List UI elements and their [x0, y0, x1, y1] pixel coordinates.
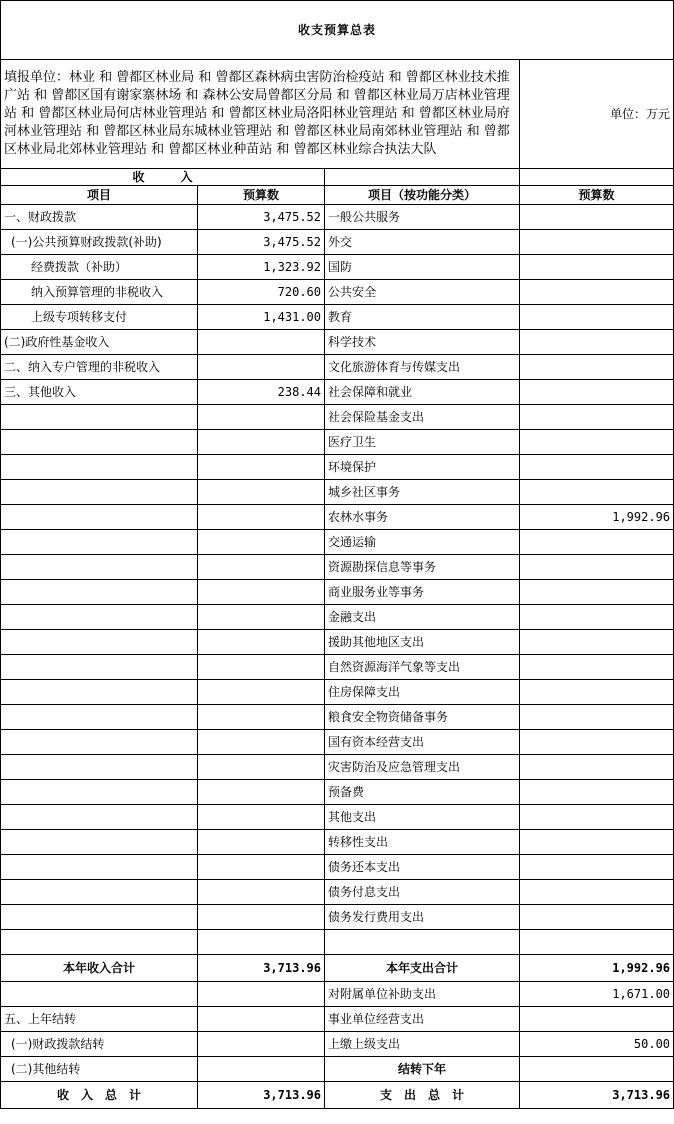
expense-budget-cell	[520, 605, 674, 630]
expense-item-cell: 自然资源海洋气象等支出	[325, 655, 520, 680]
income-budget-cell	[198, 930, 325, 955]
income-budget-cell	[198, 755, 325, 780]
table-row	[1, 780, 674, 805]
expense-item-cell	[325, 930, 520, 955]
income-budget-cell	[198, 1032, 325, 1057]
year-expense-total-label: 本年支出合计	[325, 955, 520, 982]
year-total-row	[1, 955, 674, 982]
table-row	[1, 755, 674, 780]
income-budget-cell	[198, 880, 325, 905]
table-row	[1, 880, 674, 905]
expense-item-cell: 事业单位经营支出	[325, 1007, 520, 1032]
expense-budget-cell	[520, 405, 674, 430]
income-budget-cell	[198, 405, 325, 430]
income-budget-cell: 3,475.52	[198, 230, 325, 255]
expense-budget-cell: 1,992.96	[520, 505, 674, 530]
income-budget-cell	[198, 355, 325, 380]
income-item-cell	[1, 680, 198, 705]
income-item-cell	[1, 855, 198, 880]
income-section-header: 收 入	[1, 169, 325, 186]
income-item-cell	[1, 830, 198, 855]
income-budget-cell	[198, 655, 325, 680]
filler-unit-text: 填报单位：林业 和 曾都区林业局 和 曾都区森林病虫害防治检疫站 和 曾都区林业技术推广站 和 曾都区国有谢家寨林场 和 森林公安局曾都区分局 和 曾都区林业局万店林业管理站 和 曾都区林业局何店林业管理站 和 曾都区林业局洛阳林业管理站 和 曾都区林业局府河林业管理站 和 曾都区林业局东城林业管理站 和 曾都区林业局南郊林业管理站 和 曾都区林业局北郊林业管理站 和 曾都区林业种苗站 和 曾都区林业综合执法大队	[4, 70, 510, 157]
expense-item-cell: 农林水事务	[325, 505, 520, 530]
table-row	[1, 605, 674, 630]
expense-item-cell: 文化旅游体育与传媒支出	[325, 355, 520, 380]
income-item-cell	[1, 930, 198, 955]
table-row	[1, 830, 674, 855]
col-header-income-budget: 预算数	[198, 186, 325, 205]
grand-expense-total-value: 3,713.96	[520, 1082, 674, 1109]
expense-budget-cell	[520, 580, 674, 605]
expense-item-cell: 外交	[325, 230, 520, 255]
expense-budget-cell	[520, 230, 674, 255]
income-item-cell: 一、财政拨款	[1, 205, 198, 230]
expense-budget-cell	[520, 455, 674, 480]
grand-income-total-value: 3,713.96	[198, 1082, 325, 1109]
income-item-cell: 上级专项转移支付	[1, 305, 198, 330]
table-row	[1, 705, 674, 730]
income-budget-cell	[198, 705, 325, 730]
expense-budget-cell	[520, 305, 674, 330]
income-item-cell	[1, 455, 198, 480]
income-item-cell	[1, 480, 198, 505]
grand-income-total-label: 收 入 总 计	[1, 1082, 198, 1109]
income-budget-cell: 3,475.52	[198, 205, 325, 230]
income-budget-cell: 238.44	[198, 380, 325, 405]
expense-item-cell: 教育	[325, 305, 520, 330]
expense-budget-cell	[520, 1007, 674, 1032]
table-row	[1, 330, 674, 355]
expense-item-cell: 债务发行费用支出	[325, 905, 520, 930]
expense-budget-cell	[520, 855, 674, 880]
grand-expense-total-label: 支 出 总 计	[325, 1082, 520, 1109]
expense-budget-cell	[520, 905, 674, 930]
table-row	[1, 280, 674, 305]
income-budget-cell: 1,431.00	[198, 305, 325, 330]
expense-budget-cell	[520, 705, 674, 730]
income-budget-cell	[198, 555, 325, 580]
income-item-cell	[1, 505, 198, 530]
expense-budget-cell	[520, 930, 674, 955]
income-budget-cell	[198, 505, 325, 530]
income-item-cell: 纳入预算管理的非税收入	[1, 280, 198, 305]
income-item-cell	[1, 430, 198, 455]
table-row	[1, 505, 674, 530]
income-item-cell: (二)政府性基金收入	[1, 330, 198, 355]
expense-item-cell: 预备费	[325, 780, 520, 805]
table-row	[1, 355, 674, 380]
table-row	[1, 805, 674, 830]
expense-item-cell: 科学技术	[325, 330, 520, 355]
income-item-cell: 三、其他收入	[1, 380, 198, 405]
table-row	[1, 630, 674, 655]
table-row	[1, 1007, 674, 1032]
table-row	[1, 930, 674, 955]
col-header-expense-item: 项目（按功能分类）	[325, 186, 520, 205]
expense-budget-cell	[520, 630, 674, 655]
income-item-cell: (一)公共预算财政拨款(补助)	[1, 230, 198, 255]
income-item-cell: 二、纳入专户管理的非税收入	[1, 355, 198, 380]
col-header-expense-budget: 预算数	[520, 186, 674, 205]
expense-budget-cell	[520, 805, 674, 830]
expense-item-cell: 援助其他地区支出	[325, 630, 520, 655]
income-item-cell	[1, 530, 198, 555]
page-title: 收支预算总表	[1, 1, 674, 60]
table-row	[1, 982, 674, 1007]
income-budget-cell	[198, 430, 325, 455]
table-row	[1, 255, 674, 280]
expense-item-cell: 住房保障支出	[325, 680, 520, 705]
income-budget-cell: 1,323.92	[198, 255, 325, 280]
expense-budget-cell	[520, 430, 674, 455]
expense-item-cell: 国防	[325, 255, 520, 280]
expense-section-blank	[325, 169, 520, 186]
expense-item-cell: 商业服务业等事务	[325, 580, 520, 605]
income-item-cell	[1, 580, 198, 605]
expense-item-cell: 医疗卫生	[325, 430, 520, 455]
income-item-cell	[1, 730, 198, 755]
expense-item-cell: 结转下年	[325, 1057, 520, 1082]
income-item-cell	[1, 605, 198, 630]
filler-unit-cell	[1, 60, 520, 169]
table-row	[1, 1032, 674, 1057]
income-budget-cell	[198, 982, 325, 1007]
income-item-cell: 五、上年结转	[1, 1007, 198, 1032]
income-budget-cell	[198, 905, 325, 930]
expense-budget-cell	[520, 655, 674, 680]
expense-item-cell: 金融支出	[325, 605, 520, 630]
table-row	[1, 555, 674, 580]
income-item-cell: (一)财政拨款结转	[1, 1032, 198, 1057]
expense-budget-cell	[520, 355, 674, 380]
table-row	[1, 230, 674, 255]
expense-budget-cell	[520, 255, 674, 280]
income-budget-cell	[198, 1057, 325, 1082]
expense-item-cell: 其他支出	[325, 805, 520, 830]
expense-section-blank-2	[520, 169, 674, 186]
expense-item-cell: 国有资本经营支出	[325, 730, 520, 755]
table-row	[1, 455, 674, 480]
table-row	[1, 405, 674, 430]
expense-budget-cell	[520, 380, 674, 405]
grand-total-row	[1, 1082, 674, 1109]
income-budget-cell	[198, 855, 325, 880]
expense-budget-cell	[520, 755, 674, 780]
year-income-total-label: 本年收入合计	[1, 955, 198, 982]
expense-item-cell: 交通运输	[325, 530, 520, 555]
year-income-total-value: 3,713.96	[198, 955, 325, 982]
income-item-cell	[1, 405, 198, 430]
income-budget-cell	[198, 1007, 325, 1032]
income-item-cell	[1, 705, 198, 730]
expense-budget-cell	[520, 830, 674, 855]
expense-budget-cell	[520, 730, 674, 755]
income-item-cell	[1, 630, 198, 655]
table-row	[1, 580, 674, 605]
expense-item-cell: 粮食安全物资储备事务	[325, 705, 520, 730]
income-budget-cell	[198, 680, 325, 705]
expense-item-cell: 灾害防治及应急管理支出	[325, 755, 520, 780]
expense-item-cell: 公共安全	[325, 280, 520, 305]
table-row	[1, 680, 674, 705]
income-item-cell	[1, 655, 198, 680]
table-row	[1, 655, 674, 680]
expense-item-cell: 债务还本支出	[325, 855, 520, 880]
table-row	[1, 305, 674, 330]
expense-budget-cell	[520, 205, 674, 230]
col-header-income-item: 项目	[1, 186, 198, 205]
expense-item-cell: 资源勘探信息等事务	[325, 555, 520, 580]
table-row	[1, 855, 674, 880]
expense-item-cell: 对附属单位补助支出	[325, 982, 520, 1007]
income-budget-cell	[198, 455, 325, 480]
expense-budget-cell	[520, 330, 674, 355]
table-row	[1, 530, 674, 555]
income-item-cell	[1, 805, 198, 830]
expense-budget-cell	[520, 780, 674, 805]
expense-budget-cell	[520, 1057, 674, 1082]
table-row	[1, 905, 674, 930]
expense-item-cell: 一般公共服务	[325, 205, 520, 230]
table-row	[1, 730, 674, 755]
table-row	[1, 380, 674, 405]
income-item-cell: 经费拨款（补助）	[1, 255, 198, 280]
income-item-cell	[1, 880, 198, 905]
income-item-cell	[1, 555, 198, 580]
income-budget-cell	[198, 730, 325, 755]
table-row	[1, 1057, 674, 1082]
currency-unit: 单位：万元	[520, 60, 674, 169]
expense-budget-cell	[520, 680, 674, 705]
expense-item-cell: 环境保护	[325, 455, 520, 480]
expense-item-cell: 上缴上级支出	[325, 1032, 520, 1057]
income-budget-cell	[198, 580, 325, 605]
expense-budget-cell	[520, 280, 674, 305]
expense-budget-cell	[520, 480, 674, 505]
income-budget-cell	[198, 805, 325, 830]
expense-budget-cell	[520, 530, 674, 555]
expense-item-cell: 社会保险基金支出	[325, 405, 520, 430]
expense-item-cell: 社会保障和就业	[325, 380, 520, 405]
income-budget-cell	[198, 480, 325, 505]
table-row	[1, 205, 674, 230]
expense-budget-cell	[520, 555, 674, 580]
expense-budget-cell: 50.00	[520, 1032, 674, 1057]
income-item-cell	[1, 982, 198, 1007]
income-item-cell	[1, 780, 198, 805]
table-row	[1, 480, 674, 505]
income-item-cell: (二)其他结转	[1, 1057, 198, 1082]
income-budget-cell	[198, 605, 325, 630]
income-budget-cell	[198, 830, 325, 855]
table-row	[1, 430, 674, 455]
income-budget-cell	[198, 630, 325, 655]
expense-budget-cell	[520, 880, 674, 905]
expense-item-cell: 城乡社区事务	[325, 480, 520, 505]
income-budget-cell	[198, 780, 325, 805]
expense-item-cell: 转移性支出	[325, 830, 520, 855]
year-expense-total-value: 1,992.96	[520, 955, 674, 982]
income-item-cell	[1, 905, 198, 930]
income-item-cell	[1, 755, 198, 780]
expense-budget-cell: 1,671.00	[520, 982, 674, 1007]
expense-item-cell: 债务付息支出	[325, 880, 520, 905]
income-budget-cell	[198, 330, 325, 355]
income-budget-cell: 720.60	[198, 280, 325, 305]
income-budget-cell	[198, 530, 325, 555]
